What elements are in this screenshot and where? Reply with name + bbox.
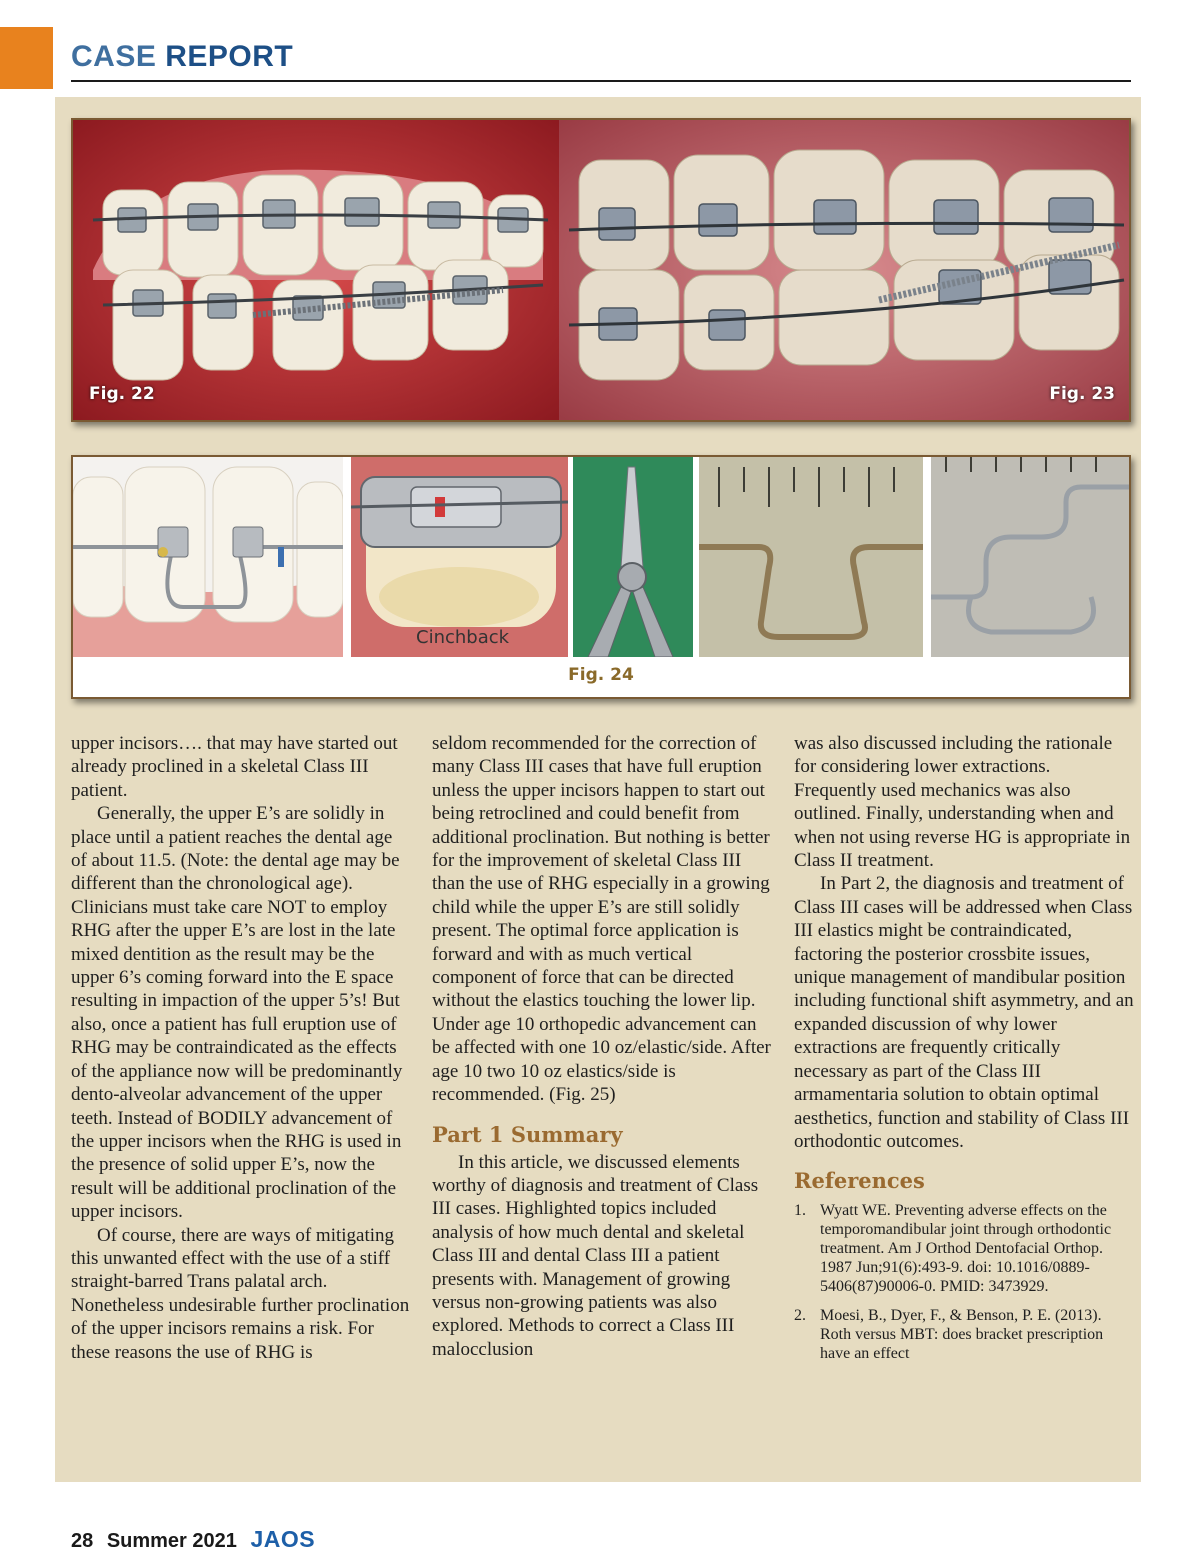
figure-24 <box>71 455 1131 699</box>
col2-paragraph-1: seldom recommended for the correction of many Class III cases that have full eruption unless the upper incisors happen to start out being retroclined and could benefit from additional proclination. But nothing is better for the improvement of skeletal Class III than the use of RHG especially in a growing child while the upper E’s are still solidly present. The optimal force application is forward and with as much vertical component of force that can be directed without the elastics touching the lower lip. Under age 10 orthopedic advancement can be affected with one 10 oz/elastic/side. After age 10 two 10 oz elastics/side is recommended. (Fig. 25) <box>432 733 771 1106</box>
fig-24-loop-teeth-photo <box>73 457 343 657</box>
col3-paragraph-1: was also discussed including the rationale for considering lower extractions. Frequently used mechanics was also outlined. Finally, understanding when and when not using reverse HG is appropriate in Class II treatment. <box>794 733 1131 872</box>
header-word-case: CASE <box>71 40 157 73</box>
fig-24-pliers-photo <box>573 457 693 657</box>
fig-24-label: Fig. 24 <box>568 665 634 685</box>
fig-22-photo <box>73 120 559 420</box>
col3-paragraph-2: In Part 2, the diagnosis and treatment of Class III cases will be addressed when Class III elastics might be contraindicated, factoring the posterior crossbite issues, unique management of mandibular position including functional shift asymmetry, and an expanded discussion of why lower extractions are frequently critically necessary as part of the Class III armamentaria solution to obtain optimal aesthetics, function and stability of Class III orthodontic outcomes. <box>794 873 1134 1152</box>
fig-22-label: Fig. 22 <box>89 384 155 404</box>
reference-item <box>794 1201 1134 1296</box>
fig-23-photo <box>559 120 1129 420</box>
section-header <box>71 40 293 80</box>
text-column-2 <box>432 732 772 1361</box>
reference-item <box>794 1306 1134 1363</box>
references-list <box>794 1201 1134 1363</box>
summary-heading: Part 1 Summary <box>432 1121 623 1147</box>
text-column-3 <box>794 732 1134 1373</box>
cinchback-label: Cinchback <box>416 627 510 648</box>
header-rule <box>71 80 1131 82</box>
summary-paragraph: In this article, we discussed elements worthy of diagnosis and treatment of Class III cases. Highlighted topics included analysis of how much dental and skeletal Class III and dental Class III a patient presents with. Management of growing versus non-growing patients was also explored. Methods to correct a Class III malocclusion <box>432 1151 759 1360</box>
page-footer <box>71 1526 315 1553</box>
fig-24-loop-ruler-photo-2 <box>931 457 1129 657</box>
header-word-report: REPORT <box>165 40 294 73</box>
col1-paragraph-1: upper incisors…. that may have started out already proclined in a skeletal Class III patient. <box>71 733 398 801</box>
page-number: 28 <box>71 1530 94 1552</box>
col1-paragraph-3: Of course, there are ways of mitigating this unwanted effect with the use of a stiff straight-barred Trans palatal arch. Nonetheless undesirable further proclination of the upper incisors remains a risk. For these reasons the use of RHG is <box>71 1224 410 1363</box>
col1-paragraph-2: Generally, the upper E’s are solidly in place until a patient reaches the dental age of about 11.5. (Note: the dental age may be different than the chronological age). Clinicians must take care NOT to employ RHG after the upper E’s are lost in the late mixed dentition as the result may be the upper 6’s coming forward into the E space resulting in impaction of the upper 5’s! But also, once a patient has full eruption use of RHG may be contraindicated as the effects of the appliance now will be predominantly dento-alveolar advancement of the upper teeth. Instead of BODILY advancement of the upper incisors when the RHG is used in the presence of solid upper E’s, now the result will be additional proclination of the upper incisors. <box>71 803 403 1223</box>
fig-23-label: Fig. 23 <box>1049 384 1115 404</box>
figure-22-23 <box>71 118 1131 422</box>
fig-24-loop-ruler-photo-1 <box>699 457 923 657</box>
references-heading: References <box>794 1168 925 1194</box>
reference-number: 2. <box>794 1307 806 1325</box>
journal-name: JAOS <box>250 1526 316 1552</box>
reference-number: 1. <box>794 1202 806 1220</box>
text-column-1 <box>71 732 411 1364</box>
reference-text: Moesi, B., Dyer, F., & Benson, P. E. (2013). Roth versus MBT: does bracket prescription have an effect <box>820 1307 1104 1363</box>
section-tab <box>0 27 53 89</box>
reference-text: Wyatt WE. Preventing adverse effects on the temporomandibular joint through orthodontic treatment. Am J Orthod Dentofacial Orthop. 1987 Jun;91(6):493-9. doi: 10.1016/0889-5406(87)90006-0. PMID: 3473929. <box>820 1202 1112 1296</box>
issue-date: Summer 2021 <box>106 1530 237 1552</box>
